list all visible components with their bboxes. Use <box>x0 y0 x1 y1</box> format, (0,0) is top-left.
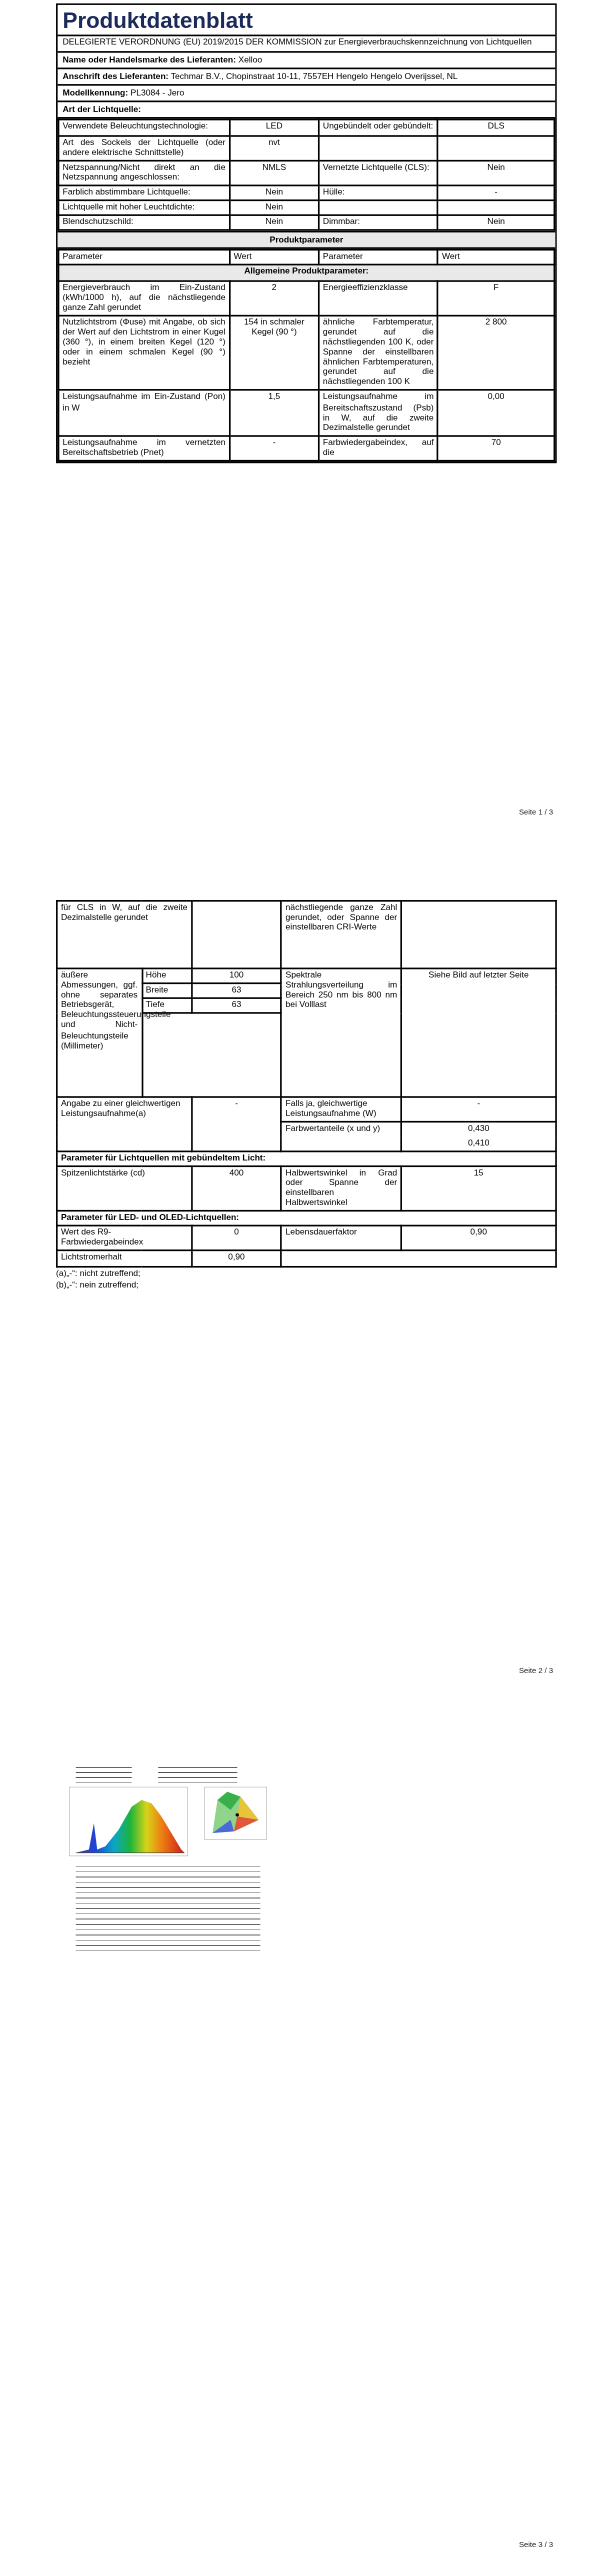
param-value: 2 <box>230 280 319 315</box>
supplier-name-value: Xelloo <box>238 55 263 66</box>
page-1 <box>56 3 557 804</box>
model-value: PL3084 - Jero <box>130 88 185 99</box>
type-label: Netzspannung/Nicht direkt an die Netzspannung angeschlossen: <box>58 160 229 185</box>
product-parameters-heading: Produktparameter <box>58 231 556 249</box>
param-label-2: Energieeffizienzklasse <box>319 280 438 315</box>
model-row <box>58 86 556 103</box>
dimensions-spacer-cell <box>142 1013 282 1097</box>
type-row <box>58 135 554 160</box>
param-label-2: ähnliche Farbtemperatur, gerundet auf die nächstliegenden 100 K, oder Spanne der einstellbaren ähnlichen Farbtemperaturen, gerundet auf die nächstliegenden 100 K <box>319 315 438 390</box>
type-label: Farblich abstimmbare Lichtquelle: <box>58 185 229 200</box>
param-row <box>58 391 554 436</box>
supplier-name-row <box>58 53 556 70</box>
param-label: Leistungsaufnahme im Ein-Zustand (Pon) in W <box>58 391 229 436</box>
dim-depth-label: Tiefe <box>142 998 192 1013</box>
report-text-block <box>76 1866 261 1952</box>
page-2 <box>56 900 557 1395</box>
equivalent-power-value: - <box>192 1097 282 1150</box>
param-value: - <box>230 436 319 461</box>
col-header-parameter-2: Parameter <box>319 250 438 265</box>
column-header-row <box>58 250 554 265</box>
param-label: Nutzlichtstrom (Φuse) mit Angabe, ob sich der Wert auf den Lichtstrom in einer Kugel (360 °), in einem breiten Kegel (120 °) oder in einem schmalen Kegel (90 °) bezieht <box>58 315 229 390</box>
param-value-2: 2 800 <box>438 315 555 390</box>
chromaticity-x-value: 0,430 <box>401 1123 556 1137</box>
type-value: Nein <box>230 215 319 230</box>
spectral-label: Spektrale Strahlungsverteilung im Bereich 250 nm bis 800 nm bei Volllast <box>281 968 401 1097</box>
report-header-left <box>76 1767 132 1783</box>
r9-label: Wert des R9-Farbwiedergabeindex <box>57 1226 192 1251</box>
page-title: Produktdatenblatt <box>58 5 556 36</box>
lumen-maintenance-value: 0,90 <box>192 1251 282 1266</box>
type-label-2 <box>319 135 438 160</box>
peak-intensity-row <box>57 1166 556 1211</box>
survival-factor-label: Lebensdauerfaktor <box>281 1226 401 1251</box>
param-value-2: F <box>438 280 555 315</box>
type-row <box>58 160 554 185</box>
param-label-2: Leistungsaufnahme im Bereitschaftszustand (Psb) in W, auf die zweite Dezimalstelle gerundet <box>319 391 438 436</box>
type-value-2: Nein <box>438 160 555 185</box>
footnote-a: (a)„-“: nicht zutreffend; <box>56 1268 141 1279</box>
supplier-address-value: Techmar B.V., Chopinstraat 10-11, 7557EH Hengelo Hengelo Overijssel, NL <box>170 72 458 82</box>
beam-angle-label: Halbwertswinkel in Grad oder Spanne der einstellbaren Halbwertswinkel <box>281 1166 401 1211</box>
footnote-b: (b)„-“: nein zutreffend; <box>56 1279 139 1290</box>
continuation-left-value <box>192 901 282 969</box>
model-label: Modellkennung: <box>62 88 129 99</box>
type-value-2 <box>438 135 555 160</box>
param-value-2: 70 <box>438 436 555 461</box>
supplier-name-label: Name oder Handelsmarke des Lieferanten: <box>62 55 236 66</box>
param-value-2: 0,00 <box>438 391 555 436</box>
led-heading: Parameter für LED- und OLED-Lichtquellen: <box>57 1211 556 1226</box>
equivalent-power-row <box>57 1097 556 1122</box>
type-label-2 <box>319 200 438 215</box>
type-row <box>58 200 554 215</box>
col-header-value-2: Wert <box>438 250 555 265</box>
dim-width-label: Breite <box>142 983 192 998</box>
equivalent-power-right-label: Falls ja, gleichwertige Leistungsaufnahme (W) <box>281 1097 401 1122</box>
equivalent-power-label: Angabe zu einer gleichwertigen Leistungsaufnahme(a) <box>57 1097 192 1150</box>
type-label: Verwendete Beleuchtungstechnologie: <box>58 120 229 135</box>
footnotes <box>56 1267 557 1292</box>
type-value: Nein <box>230 185 319 200</box>
chromaticity-label: Farbwertanteile (x und y) <box>281 1123 401 1151</box>
type-value-2: - <box>438 185 555 200</box>
param-value: 1,5 <box>230 391 319 436</box>
type-value-2: DLS <box>438 120 555 135</box>
page-3-footer: Seite 3 / 3 <box>518 2540 554 2549</box>
general-params-heading: Allgemeine Produktparameter: <box>58 265 554 280</box>
spectrum-report-image <box>66 1764 277 1962</box>
type-label-2: Vernetzte Lichtquelle (CLS): <box>319 160 438 185</box>
continuation-left: für CLS in W, auf die zweite Dezimalstelle gerundet <box>57 901 192 969</box>
type-value-2: Nein <box>438 215 555 230</box>
spectrum-chart <box>69 1787 188 1856</box>
light-source-type-heading: Art der Lichtquelle: <box>58 103 556 120</box>
type-row <box>58 215 554 230</box>
dim-height-label: Höhe <box>142 968 192 983</box>
param-row <box>58 315 554 390</box>
peak-intensity-label: Spitzenlichtstärke (cd) <box>57 1166 192 1211</box>
type-label-2: Dimmbar: <box>319 215 438 230</box>
led-heading-row <box>57 1211 556 1226</box>
type-value: nvt <box>230 135 319 160</box>
dim-depth-value: 63 <box>192 998 282 1013</box>
type-label-2: Hülle: <box>319 185 438 200</box>
type-value: LED <box>230 120 319 135</box>
survival-factor-value: 0,90 <box>401 1226 556 1251</box>
type-label-2: Ungebündelt oder gebündelt: <box>319 120 438 135</box>
supplier-address-label: Anschrift des Lieferanten: <box>62 72 169 82</box>
datasheet-page-1 <box>56 3 557 463</box>
lumen-maintenance-empty <box>281 1251 401 1266</box>
param-row <box>58 280 554 315</box>
chromaticity-y-value: 0,410 <box>401 1137 556 1151</box>
param-label: Energieverbrauch im Ein-Zustand (kWh/1000 h), auf die nächstliegende ganze Zahl gerundet <box>58 280 229 315</box>
continuation-right-value <box>401 901 556 969</box>
dim-height-value: 100 <box>192 968 282 983</box>
type-row <box>58 185 554 200</box>
dimensions-label: äußere Abmessungen, ggf. ohne separates Betriebsgerät, Beleuchtungssteuerungsteile und Nicht-Beleuchtungsteile (Millimeter) <box>57 968 142 1097</box>
col-header-value: Wert <box>230 250 319 265</box>
beam-angle-value: 15 <box>401 1166 556 1211</box>
equivalent-power-right-value: - <box>401 1097 556 1122</box>
directional-heading: Parameter für Lichtquellen mit gebündeltem Licht: <box>57 1151 556 1166</box>
directional-heading-row <box>57 1151 556 1166</box>
param-label: Leistungsaufnahme im vernetzten Bereitschaftsbetrieb (Pnet) <box>58 436 229 461</box>
continuation-right: nächstliegende ganze Zahl gerundet, oder Spanne der einstellbaren CRI-Werte <box>281 901 401 969</box>
col-header-parameter: Parameter <box>58 250 229 265</box>
param-value: 154 in schmaler Kegel (90 °) <box>230 315 319 390</box>
lumen-maintenance-label: Lichtstromerhalt <box>57 1251 192 1266</box>
general-params-heading-row <box>58 265 554 280</box>
dimensions-row <box>57 968 556 983</box>
peak-intensity-value: 400 <box>192 1166 282 1211</box>
lumen-maintenance-row <box>57 1251 556 1266</box>
report-header-right <box>158 1767 237 1783</box>
product-parameters-table <box>58 249 556 461</box>
lumen-maintenance-empty-2 <box>401 1251 556 1266</box>
spectral-value: Siehe Bild auf letzter Seite <box>401 968 556 1097</box>
param-row <box>58 436 554 461</box>
cie-chart <box>204 1787 267 1840</box>
r9-row <box>57 1226 556 1251</box>
type-label: Lichtquelle mit hoher Leuchtdichte: <box>58 200 229 215</box>
page-2-footer: Seite 2 / 3 <box>518 1666 554 1675</box>
supplier-address-row <box>58 70 556 87</box>
r9-value: 0 <box>192 1226 282 1251</box>
type-label: Blendschutzschild: <box>58 215 229 230</box>
type-value: NMLS <box>230 160 319 185</box>
datasheet-page-2 <box>56 900 557 1267</box>
type-value-2 <box>438 200 555 215</box>
param-label-2: Farbwiedergabeindex, auf die <box>319 436 438 461</box>
type-value: Nein <box>230 200 319 215</box>
regulation-text: DELEGIERTE VERORDNUNG (EU) 2019/2015 DER KOMMISSION zur Energieverbrauchskennzeichnung von Lichtquellen <box>58 36 556 53</box>
light-source-type-table <box>58 119 556 231</box>
dim-width-value: 63 <box>192 983 282 998</box>
type-row <box>58 120 554 135</box>
continuation-row <box>57 901 556 969</box>
type-label: Art des Sockels der Lichtquelle (oder andere elektrische Schnittstelle) <box>58 135 229 160</box>
page-1-footer: Seite 1 / 3 <box>518 807 554 816</box>
